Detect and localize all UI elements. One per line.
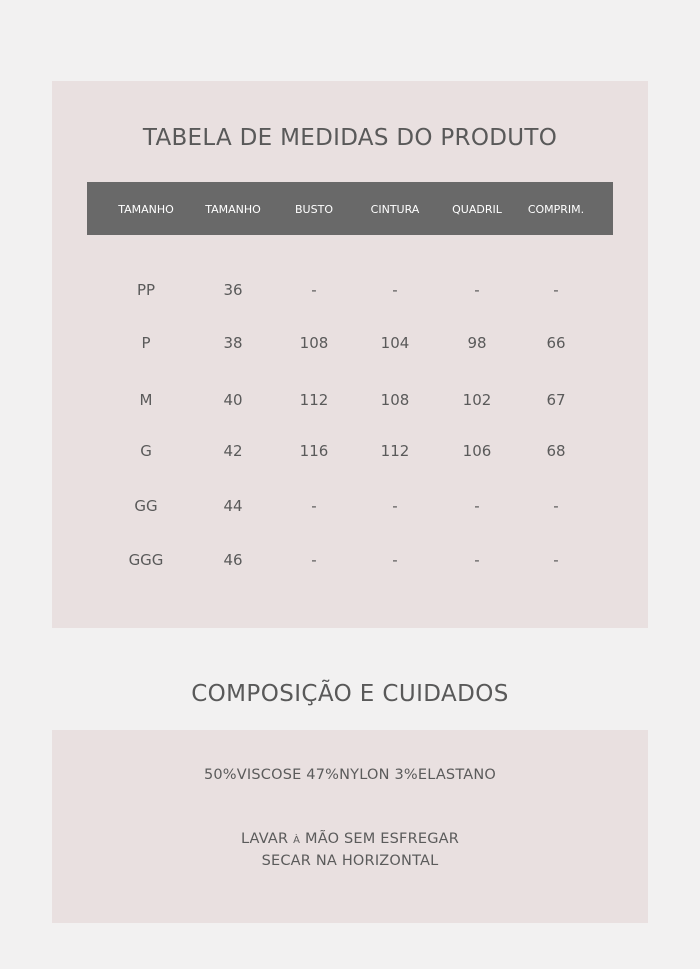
size-table-header	[87, 182, 613, 235]
wash-small-a: À	[293, 835, 301, 846]
table-cell: -	[474, 551, 480, 569]
table-cell: 46	[223, 551, 243, 569]
table-cell: -	[311, 497, 317, 515]
composition-text: 50%VISCOSE 47%NYLON 3%ELASTANO	[203, 767, 497, 783]
header-cell: QUADRIL	[452, 203, 502, 216]
table-cell: 106	[462, 442, 492, 460]
table-cell: 40	[223, 391, 243, 409]
wash-prefix: LAVAR	[240, 831, 294, 847]
care-section-title: COMPOSIÇÃO E CUIDADOS	[191, 681, 509, 707]
table-cell: 104	[380, 334, 410, 352]
wash-instruction	[52, 831, 648, 847]
table-cell: -	[392, 281, 398, 299]
table-cell: 68	[546, 442, 566, 460]
table-cell: P	[141, 334, 151, 352]
table-cell: 66	[546, 334, 566, 352]
table-cell: -	[553, 281, 559, 299]
table-cell: 38	[223, 334, 243, 352]
table-cell: -	[553, 497, 559, 515]
table-cell: M	[139, 391, 153, 409]
header-cell: CINTURA	[370, 203, 420, 216]
size-table-title: TABELA DE MEDIDAS DO PRODUTO	[142, 125, 558, 151]
table-cell: 44	[223, 497, 243, 515]
table-cell: 108	[380, 391, 410, 409]
table-cell: G	[140, 442, 152, 460]
table-cell: -	[311, 281, 317, 299]
table-cell: 98	[467, 334, 487, 352]
header-cell: BUSTO	[295, 203, 333, 216]
header-cell: COMPRIM.	[527, 203, 585, 216]
header-cell: TAMANHO	[205, 203, 261, 216]
table-cell: -	[392, 497, 398, 515]
header-cell: TAMANHO	[118, 203, 174, 216]
table-cell: 36	[223, 281, 243, 299]
table-cell: -	[311, 551, 317, 569]
dry-instruction: SECAR NA HORIZONTAL	[261, 853, 439, 869]
care-panel	[52, 730, 648, 923]
table-cell: 42	[223, 442, 243, 460]
table-cell: -	[474, 497, 480, 515]
table-cell: 108	[299, 334, 329, 352]
table-cell: PP	[136, 281, 156, 299]
table-cell: 116	[299, 442, 329, 460]
size-table-panel	[52, 81, 648, 628]
table-cell: GG	[134, 497, 158, 515]
table-cell: 112	[299, 391, 329, 409]
table-cell: GGG	[128, 551, 164, 569]
table-cell: 112	[380, 442, 410, 460]
table-cell: 67	[546, 391, 566, 409]
table-cell: -	[553, 551, 559, 569]
wash-suffix: MÃO SEM ESFREGAR	[300, 831, 460, 847]
table-cell: 102	[462, 391, 492, 409]
table-cell: -	[392, 551, 398, 569]
table-cell: -	[474, 281, 480, 299]
